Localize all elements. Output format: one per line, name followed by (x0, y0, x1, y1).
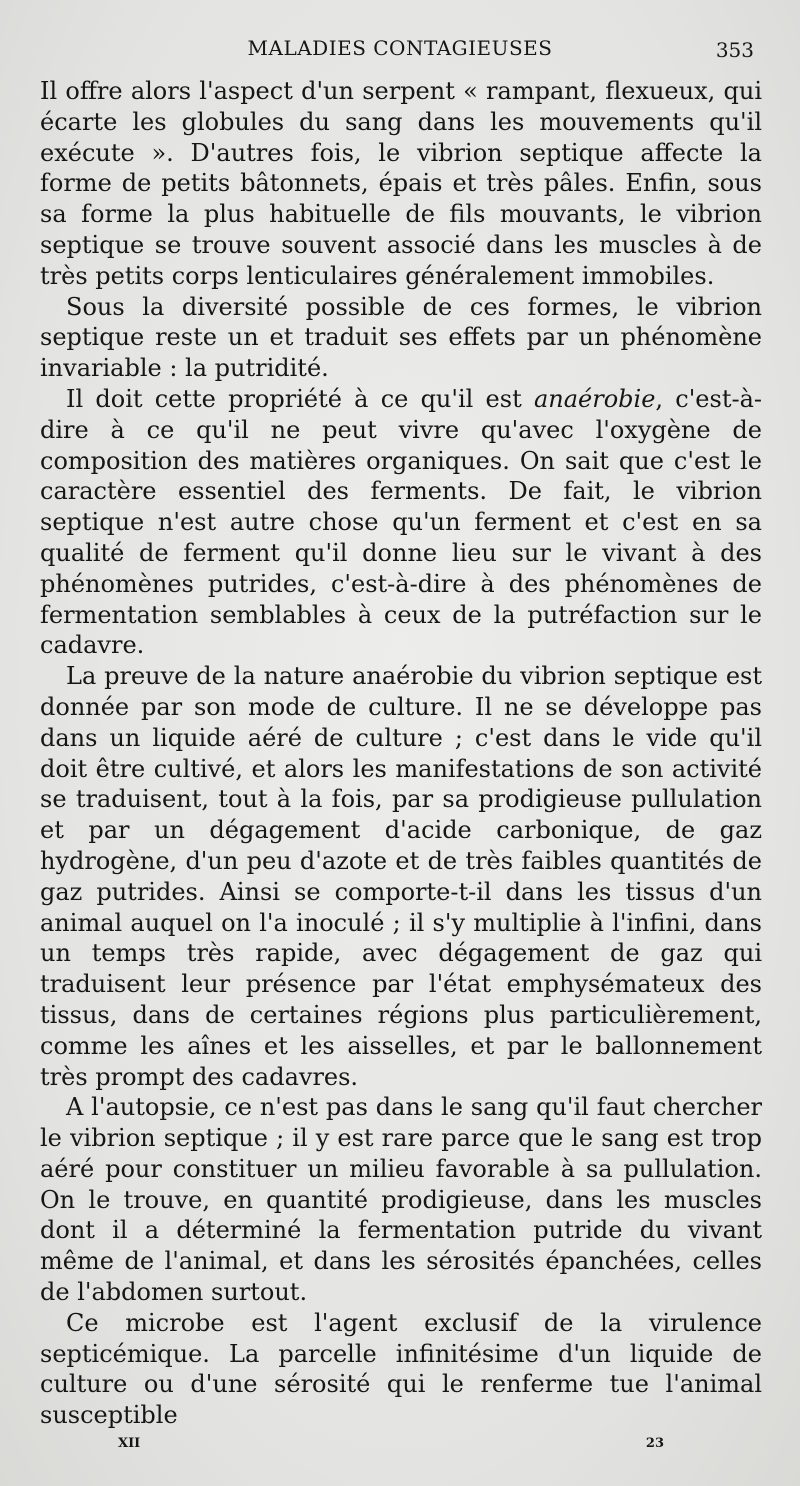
paragraph-4: La preuve de la nature anaérobie du vibrion septique est donnée par son mode de culture. Il ne se développe pas dans un liquide aéré de culture ; c'est dans le vide qu'il doit être cultivé, et alors les manifestations de son activité se traduisent, tout à la fois, par sa prodigieuse pullulation et par un dégagement d'acide carbonique, de gaz hydrogène, d'un peu d'azote et de très faibles quantités de gaz putrides. Ainsi se comporte-t-il dans les tissus d'un animal auquel on l'a inoculé ; il s'y multiplie à l'infini, dans un temps très rapide, avec dégagement de gaz qui traduisent leur présence par l'état emphysémateux des tissus, dans de certaines régions plus particulièrement, comme les aînes et les aisselles, et par le ballonnement très prompt des cadavres. (40, 662, 762, 1091)
paragraph-5: A l'autopsie, ce n'est pas dans le sang qu'il faut chercher le vibrion septique ; il y est rare parce que le sang est trop aéré pour constituer un milieu favorable à sa pullulation. On le trouve, en quantité prodigieuse, dans les muscles dont il a déterminé la fermentation putride du vivant même de l'animal, et dans les sérosités épanchées, celles de l'abdomen surtout. (40, 1093, 762, 1307)
page-header (40, 36, 760, 68)
paragraph-1: Il offre alors l'aspect d'un serpent « rampant, flexueux, qui écarte les globules du sang dans les mouvements qu'il exécute ». D'autres fois, le vibrion septique affecte la forme de petits bâtonnets, épais et très pâles. Enfin, sous sa forme la plus habituelle de fils mouvants, le vibrion septique se trouve souvent associé dans les muscles à de très petits corps lenticulaires généralement immobiles. (40, 77, 762, 290)
signature-mark: XII (118, 1436, 141, 1451)
sheet-number: 23 (645, 1436, 664, 1451)
paragraph-2: Sous la diversité possible de ces formes, le vibrion septique reste un et traduit ses effets par un phénomène invariable : la putridité. (40, 292, 762, 383)
page-footer (40, 1436, 760, 1458)
body-text (40, 76, 762, 1431)
paragraph-3-emphasis: anaérobie (533, 384, 656, 413)
running-title: MALADIES CONTAGIEUSES (247, 36, 553, 60)
paragraph-3 (40, 384, 762, 661)
paragraph-6: Ce microbe est l'agent exclusif de la virulence septicémique. La parcelle infinitésime d'un liquide de culture ou d'une sérosité qui le renferme tue l'animal susceptible (40, 1308, 762, 1430)
page-number: 353 (715, 38, 754, 62)
paragraph-3-after: , c'est-à-dire à ce qu'il ne peut vivre qu'avec l'oxygène de composition des matières organiques. On sait que c'est le caractère essentiel des ferments. De fait, le vibrion septique n'est autre chose qu'un ferment et c'est en sa qualité de ferment qu'il donne lieu sur le vivant à des phénomènes putrides, c'est-à-dire à des phénomènes de fermentation semblables à ceux de la putréfaction sur le cadavre. (40, 384, 762, 660)
paragraph-3-before: Il doit cette propriété à ce qu'il est (66, 384, 534, 413)
